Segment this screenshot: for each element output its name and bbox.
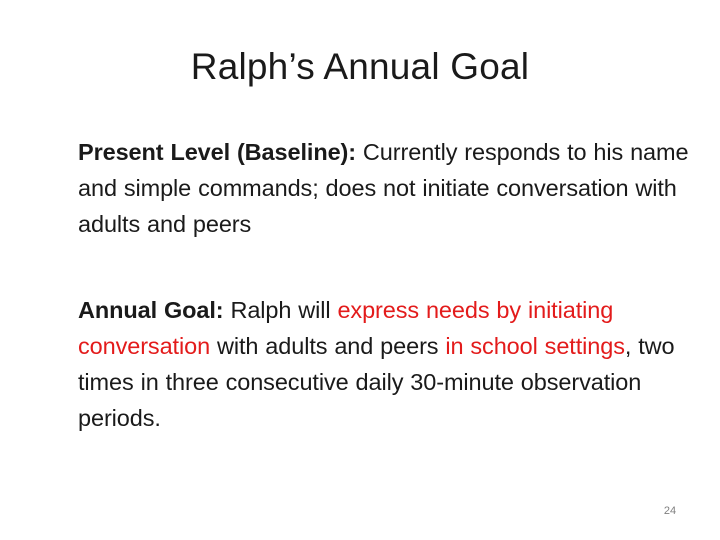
annual-goal-highlight-2: in school settings xyxy=(445,333,625,359)
present-level-label: Present Level (Baseline): xyxy=(78,139,356,165)
annual-goal-text-3: , two times in three consecutive daily 30-minute observation periods. xyxy=(78,333,675,431)
page-number: 24 xyxy=(663,505,677,517)
slide-title: Ralph’s Annual Goal xyxy=(190,46,530,87)
present-level-paragraph xyxy=(78,134,703,242)
annual-goal-text-2: with adults and peers xyxy=(210,333,446,359)
annual-goal-label: Annual Goal: xyxy=(78,297,224,323)
present-level-text: Currently responds to his name and simple commands; does not initiate conversation with adults and peers xyxy=(78,139,689,237)
annual-goal-text-1: Ralph will xyxy=(223,297,338,323)
annual-goal-paragraph xyxy=(78,292,703,436)
annual-goal-highlight-1: express needs by initiating conversation xyxy=(78,297,614,359)
